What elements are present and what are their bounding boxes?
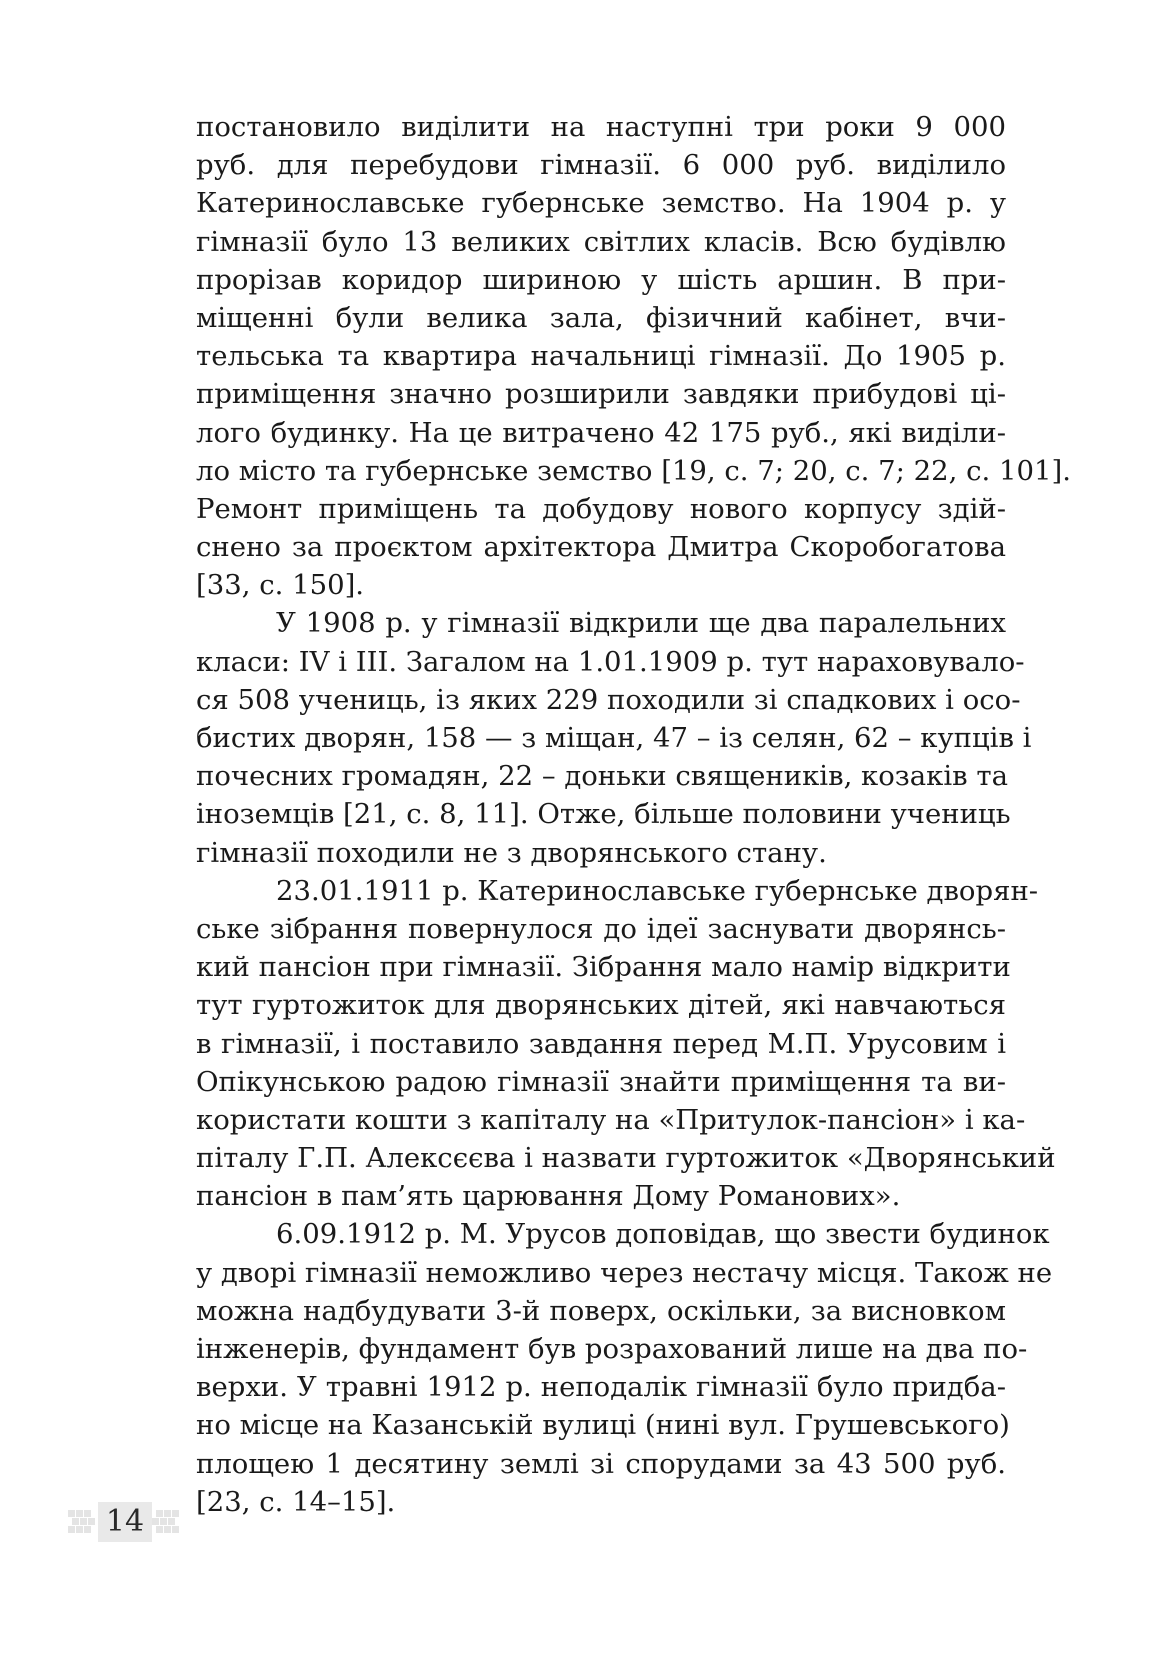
ornament-dot — [156, 1510, 163, 1517]
paragraph — [196, 604, 1032, 871]
text-line: снено за проєктом архітектора Дмитра Скоробогатова — [196, 531, 1006, 564]
text-line: ло місто та губернське земство [19, с. 7; 20, с. 7; 22, с. 101]. — [196, 454, 1071, 487]
ornament-dot — [68, 1510, 75, 1517]
text-line: 23.01.1911 р. Катеринославське губернське дворян- — [276, 874, 1039, 907]
text-line: іноземців [21, с. 8, 11]. Отже, більше половини учениць — [196, 798, 1011, 831]
text-line: лого будинку. На це витрачено 42 175 руб., які виділи- — [196, 416, 1006, 449]
text-line: почесних громадян, 22 – доньки священиків, козаків та — [196, 760, 1009, 793]
text-line: пансіон в пам’ять царювання Дому Романових». — [196, 1180, 901, 1213]
body-text — [196, 108, 1071, 1521]
text-line: ське зібрання повернулося до ідеї заснувати дворянсь- — [196, 912, 1006, 945]
text-line: у дворі гімназії неможливо через нестачу місця. Також не — [196, 1256, 1053, 1289]
ornament-dot — [80, 1518, 87, 1525]
ornament-dot — [76, 1510, 83, 1517]
ornament-dot — [72, 1518, 79, 1525]
paragraph — [196, 872, 1056, 1216]
text-line: міщенні були велика зала, фізичний кабінет, вчи- — [196, 301, 1006, 334]
paragraph — [196, 1215, 1053, 1521]
text-line: площею 1 десятину землі зі спорудами за 43 500 руб. — [196, 1447, 1006, 1480]
text-line: прорізав коридор шириною у шість аршин. В при- — [196, 263, 1006, 296]
ornament-right — [152, 1508, 182, 1536]
page-number: 14 — [98, 1502, 152, 1542]
text-line: Ремонт приміщень та добудову нового корпусу здій- — [196, 492, 1006, 525]
text-line: У 1908 р. у гімназії відкрили ще два паралельних — [276, 607, 1006, 640]
ornament-dot — [168, 1518, 175, 1525]
text-line: постановило виділити на наступні три роки 9 000 — [196, 111, 1006, 143]
text-line: но місце на Казанській вулиці (нині вул. Грушевського) — [196, 1409, 1010, 1442]
text-line: тельська та квартира начальниці гімназії. До 1905 р. — [196, 340, 1006, 373]
ornament-left — [68, 1508, 98, 1536]
ornament-dot — [156, 1526, 163, 1533]
ornament-dot — [84, 1526, 91, 1533]
text-line: 6.09.1912 р. М. Урусов доповідав, що звести будинок — [276, 1218, 1050, 1251]
text-line: Опікунською радою гімназії знайти приміщення та ви- — [196, 1065, 1006, 1098]
ornament-dot — [172, 1526, 179, 1533]
text-line: користати кошти з капіталу на «Притулок-пансіон» і ка- — [196, 1103, 1026, 1136]
text-line: приміщення значно розширили завдяки прибудові ці- — [196, 378, 1006, 411]
ornament-dot — [164, 1526, 171, 1533]
ornament-dot — [172, 1510, 179, 1517]
ornament-dot — [76, 1526, 83, 1533]
ornament-dot — [164, 1510, 171, 1517]
ornament-dot — [68, 1526, 75, 1533]
text-line: [23, с. 14–15]. — [196, 1485, 396, 1518]
text-line: бистих дворян, 158 — з міщан, 47 – із селян, 62 – купців і — [196, 722, 1032, 754]
page-number-area — [74, 1502, 174, 1542]
text-line: в гімназії, і поставило завдання перед М.П. Урусовим і — [196, 1027, 1006, 1060]
text-line: гімназії походили не з дворянського стану. — [196, 836, 827, 869]
text-line: ся 508 учениць, із яких 229 походили зі спадкових і осо- — [196, 683, 1021, 716]
paragraph — [196, 108, 1071, 604]
ornament-dot — [84, 1510, 91, 1517]
text-line: класи: IV і III. Загалом на 1.01.1909 р. тут нараховувало- — [196, 645, 1025, 678]
text-line: інженерів, фундамент був розрахований лише на два по- — [196, 1333, 1028, 1365]
text-line: [33, с. 150]. — [196, 569, 365, 602]
text-line: кий пансіон при гімназії. Зібрання мало намір відкрити — [196, 951, 1011, 984]
text-line: піталу Г.П. Алексєєва і назвати гуртожиток «Дворянський — [196, 1142, 1056, 1175]
text-line: тут гуртожиток для дворянських дітей, які навчаються — [196, 989, 1006, 1022]
text-line: можна надбудувати 3-й поверх, оскільки, за висновком — [196, 1294, 1006, 1327]
ornament-dot — [152, 1518, 159, 1525]
text-line: Катеринославське губернське земство. На 1904 р. у — [196, 187, 1006, 220]
ornament-dot — [160, 1518, 167, 1525]
text-line: верхи. У травні 1912 р. неподалік гімназії було придба- — [196, 1371, 1006, 1404]
text-line: руб. для перебудови гімназії. 6 000 руб. виділило — [196, 149, 1006, 182]
ornament-dot — [88, 1518, 95, 1525]
text-line: гімназії було 13 великих світлих класів. Всю будівлю — [196, 225, 1006, 258]
